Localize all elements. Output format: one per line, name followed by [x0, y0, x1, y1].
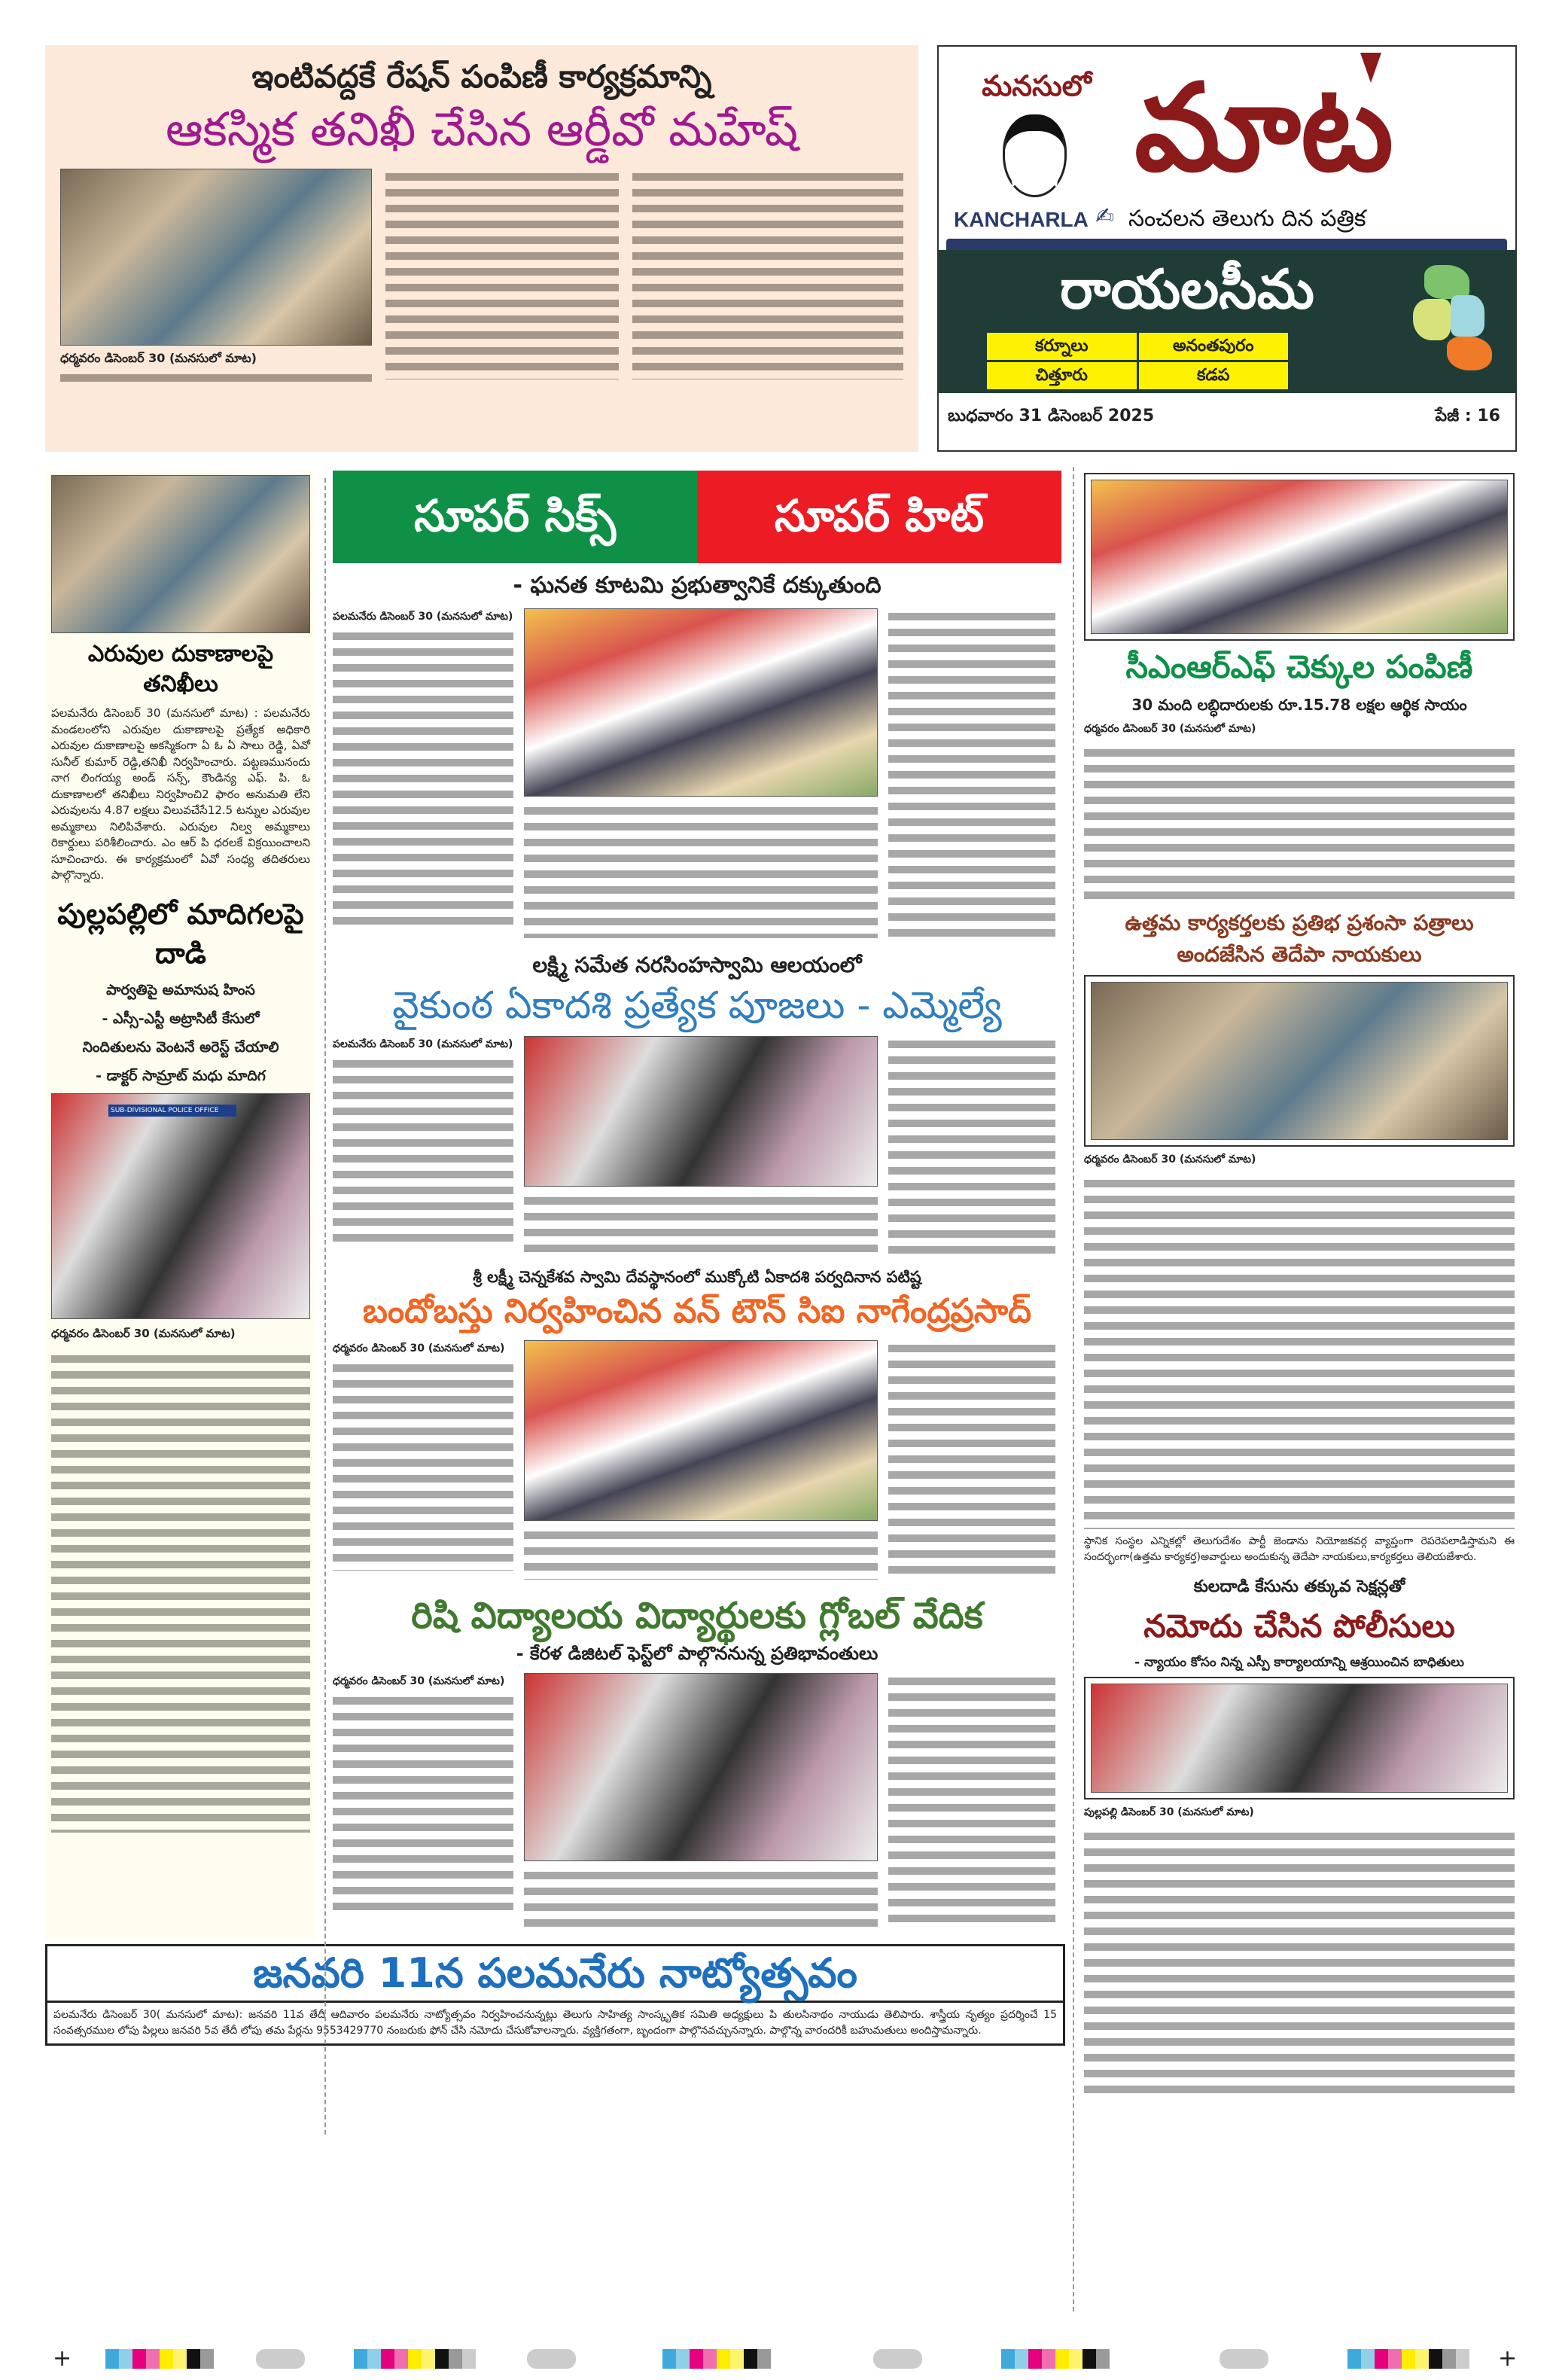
- pullapalli-sub-4: - డాక్టర్ సామ్రాట్ మధు మాదిగ: [96, 1067, 266, 1084]
- main-columns: [45, 471, 1069, 1940]
- police-photo: [1091, 1684, 1508, 1793]
- column-divider: [1073, 467, 1074, 2311]
- super-six-story: [333, 471, 1061, 940]
- rishi-dateline: ధర్మవరం డిసెంబర్ 30 (మనసులో మాట): [333, 1675, 505, 1687]
- awards-headline: ఉత్తమ కార్యకర్తలకు ప్రతిభ ప్రశంసా పత్రాలు అందజేసిన తెదేపా నాయకులు: [1125, 910, 1474, 967]
- fertilizer-body: పలమనేరు డిసెంబర్ 30 (మనసులో మాట) : పలమనేరు మండలంలోని ఎరువుల దుకాణాలపై ప్రత్యేక అధికారి ఎరువుల దుకాణాలపై అకస్మికంగా ఏ ఓ ఏ సాలు రెడ్డి, ఏవో సునీల్ కుమార్ రెడ్డి,తనిఖీ నిర్వహించారు. పట్టణమునందు నాగ లింగయ్య అండ్ సన్స్, కౌండిన్య ఎఫ్. పి. ఓ దుకాణాలలో తనిఖీలు నిర్వహించి2 ఫారం అనుమతి లేని ఎరువులను 4.87 లక్షలు విలువచేసే12.5 టన్నుల ఎరువుల అమ్మకాలు నిలిపివేశారు. ఎరువుల నిల్వ అమ్మకాలు రికార్డులు పరిశీలించారు. ఎం ఆర్ పి ధరలకే విక్రయించాలని సూచించారు. ఈ కార్యక్రమంలో ఏవో సంధ్య తదితరులు పాల్గొన్నారు.: [51, 706, 310, 882]
- pullapalli-sub-1: పార్వతిపై అమానుష హింస: [106, 981, 255, 998]
- police-sub: - న్యాయం కోసం నిన్న ఎస్పీ కార్యాలయాన్ని ఆశ్రయించిన బాధితులు: [1134, 1655, 1464, 1670]
- awards-dateline: ధర్మవరం డిసెంబర్ 30 (మనసులో మాట): [1084, 1153, 1256, 1166]
- logo-prefix: మనసులో: [982, 69, 1092, 102]
- awards-closing: స్థానిక సంస్థల ఎన్నికల్లో తెలుగుదేశం పార్టీ జెండాను నియోజకవర్గ వ్యాప్తంగా రెపరెపలాడిస్తామని ఈ సందర్భంగా(ఉత్తమ కార్యకర్త)అవార్డులు అందుకున్న తెదేపా నాయకులు,కార్యకర్తలు తెలియజేశారు.: [1084, 1535, 1515, 1563]
- cmrf-photo: [1091, 480, 1508, 634]
- issue-date: బుధవారం 31 డిసెంబర్ 2025: [948, 407, 1155, 425]
- column-divider: [324, 478, 326, 2135]
- rishi-body-col1: [333, 1693, 513, 1918]
- top-story-columns: [60, 169, 903, 388]
- bandobast-photo: [524, 1340, 878, 1521]
- rayalaseema-map-icon: [1413, 265, 1496, 378]
- edition-title: రాయలసీమ: [1060, 258, 1314, 321]
- police-headline: నమోదు చేసిన పోలీసులు: [1143, 1607, 1455, 1644]
- brand-name: KANCHARLA: [954, 208, 1089, 231]
- district-chittoor: చిత్తూరు: [987, 362, 1137, 389]
- vaikunta-photo: [524, 1036, 878, 1187]
- rishi-sub: - కేరళ డిజిటల్ ఫెస్ట్‌లో పాల్గొననున్న ప్రతిభావంతులు: [516, 1643, 878, 1664]
- bottom-body: పలమనేరు డిసెంబర్ 30( మనసులో మాట): జనవరి 11వ తేదీ ఆదివారం పలమనేరు నాట్యోత్సవం నిర్వహించనున్నట్లు తెలుగు సాహిత్య సాంస్కృతిక సమితి అధ్యక్షులు పి తులసినాథం నాయుడు తెలిపారు. శాస్త్రీయ నృత్యం ప్రదర్శించే 15 సంవత్సరముల లోపు పిల్లలు జనవరి 5వ తేదీ లోపు తమ పేర్లను 9553429770 నంబరుకు ఫోన్ చేసి నమోదు చేసుకోవాలన్నారు. వ్యక్తిగతంగా, బృందంగా పాల్గొనవచ్చునన్నారు. పాల్గొన్న వారందరికీ బహుమతులు అందిస్తామన్నారు.: [53, 2009, 1057, 2037]
- super-six-body-col2: [524, 803, 878, 938]
- district-kadapa: కడప: [1139, 362, 1289, 389]
- vaikunta-body-col3: [888, 1036, 1055, 1254]
- gray-patch: [1220, 2349, 1268, 2369]
- super-six-banner: [333, 471, 1061, 563]
- district-anantapur: అనంతపురం: [1139, 333, 1289, 360]
- vaikunta-kicker: లక్ష్మి సమేత నరసింహస్వామి ఆలయంలో: [532, 952, 862, 977]
- police-photo-frame: [1084, 1677, 1515, 1799]
- cmrf-photo-frame: [1084, 473, 1515, 641]
- bandobast-kicker: శ్రీ లక్ష్మీ చెన్నకేశవ స్వామి దేవస్థానంలో ముక్కోటి ఏకాదశి పర్వదినాన పటిష్ట: [473, 1268, 921, 1286]
- vaikunta-body-col1: [333, 1056, 513, 1244]
- awards-photo: [1091, 982, 1508, 1140]
- super-six-body-col1: [333, 628, 513, 929]
- bandobast-story: [333, 1265, 1061, 1581]
- color-bar: [105, 2349, 214, 2369]
- bandobast-body-col2: [524, 1527, 878, 1580]
- top-story-dateline: ధర్మవరం డిసెంబర్ 30 (మనసులో మాట): [60, 351, 257, 365]
- rishi-body-col2: [524, 1867, 878, 1927]
- masthead: [937, 45, 1517, 452]
- police-dateline: పుల్లపల్లి డిసెంబర్ 30 (మనసులో మాట): [1084, 1806, 1254, 1818]
- cmrf-dateline: ధర్మవరం డిసెంబర్ 30 (మనసులో మాట): [1084, 723, 1256, 735]
- tagline: సంచలన తెలుగు దిన పత్రిక: [1128, 206, 1366, 232]
- pullapalli-sub-3: నిందితులను వెంటనే అరెస్ట్ చేయాలి: [82, 1038, 279, 1056]
- cmrf-headline: సీఎంఆర్ఎఫ్ చెక్కుల పంపిణీ: [1125, 648, 1473, 685]
- gray-patch: [873, 2349, 922, 2369]
- top-story-body-col1: [385, 169, 619, 379]
- bottom-story-box: [45, 1944, 1065, 2046]
- police-kicker: కులదాడి కేసును తక్కువ సెక్షన్లతో: [1193, 1577, 1405, 1596]
- awards-photo-frame: [1084, 975, 1515, 1147]
- center-column: [333, 471, 1061, 1940]
- fertilizer-headline: ఎరువుల దుకాణాలపై తనిఖీలు: [87, 641, 274, 697]
- edition-panel: [939, 250, 1515, 393]
- police-body: [1084, 1828, 1515, 2099]
- bandobast-dateline: ధర్మవరం డిసెంబర్ 30 (మనసులో మాట): [333, 1342, 505, 1355]
- bandobast-headline: బందోబస్తు నిర్వహించిన వన్ టౌన్ సిఐ నాగేంద్రప్రసాద్: [362, 1292, 1032, 1330]
- left-column: [45, 471, 316, 1940]
- top-story-headline: ఆకస్మిక తనిఖీ చేసిన ఆర్డీవో మహేష్: [165, 102, 799, 157]
- top-story-body-col0: [60, 370, 372, 388]
- super-six-photo: [524, 608, 878, 797]
- vaikunta-headline: వైకుంఠ ఏకాదశి ప్రత్యేక పూజలు - ఎమ్మెల్యే: [392, 983, 1002, 1027]
- writing-hand-icon: ✍: [1095, 203, 1115, 230]
- bandobast-body-col3: [888, 1340, 1055, 1581]
- vaikunta-dateline: పలమనేరు డిసెంబర్ 30 (మనసులో మాట): [333, 1038, 513, 1050]
- rishi-headline: రిషి విద్యాలయ విద్యార్థులకు గ్లోబల్ వేదిక: [411, 1595, 983, 1637]
- top-story-photo: [60, 169, 372, 346]
- registration-mark-icon: +: [1498, 2345, 1518, 2372]
- masthead-blue-strip: [946, 239, 1507, 250]
- fertilizer-shop-photo: [51, 475, 310, 633]
- rishi-story: [333, 1592, 1061, 1929]
- super-six-right: సూపర్ హిట్: [697, 471, 1061, 563]
- mascot-face-icon: [1003, 114, 1067, 197]
- pullapalli-body: [51, 1351, 310, 1833]
- main-area: [45, 471, 1069, 2046]
- logo-main: మాట: [1134, 57, 1394, 198]
- gray-patch: [256, 2349, 305, 2369]
- color-bar: [662, 2349, 771, 2369]
- super-six-sub: - ఘనత కూటమి ప్రభుత్వానికే దక్కుతుంది: [513, 572, 882, 599]
- pullapalli-headline: పుల్లపల్లిలో మాదిగలపై దాడి: [57, 897, 304, 970]
- gray-patch: [527, 2349, 576, 2369]
- awards-body: [1084, 1175, 1515, 1529]
- pen-nib-icon: [1360, 53, 1381, 83]
- police-office-sign: SUB-DIVISIONAL POLICE OFFICE: [108, 1105, 236, 1117]
- super-six-left: సూపర్ సిక్స్: [333, 471, 697, 563]
- district-kurnool: కర్నూలు: [987, 333, 1137, 360]
- pullapalli-dateline: ధర్మవరం డిసెంబర్ 30 (మనసులో మాట): [51, 1326, 236, 1340]
- top-story-kicker: ఇంటివద్దకే రేషన్ పంపిణీ కార్యక్రమాన్ని: [251, 58, 712, 95]
- cmrf-body: [1084, 745, 1515, 903]
- color-bar: [1001, 2349, 1110, 2369]
- bottom-headline: జనవరి 11న పలమనేరు నాట్యోత్సవం: [47, 1946, 1063, 2003]
- pullapalli-sub-2: - ఎస్సీ-ఎస్టీ అట్రాసిటీ కేసులో: [102, 1010, 260, 1027]
- vaikunta-story: [333, 950, 1061, 1254]
- vaikunta-body-col2: [524, 1193, 878, 1253]
- right-column: [1084, 473, 1515, 2099]
- district-grid: [987, 333, 1288, 389]
- rishi-students-photo: [524, 1673, 878, 1861]
- top-story-box: [45, 45, 918, 452]
- page-number: పేజీ : 16: [1435, 407, 1500, 425]
- rishi-body-col3: [888, 1673, 1055, 1929]
- super-six-dateline: పలమనేరు డిసెంబర్ 30 (మనసులో మాట): [333, 611, 513, 623]
- cmrf-sub: 30 మంది లబ్ధిదారులకు రూ.15.78 లక్షల ఆర్థిక సాయం: [1131, 696, 1467, 714]
- bandobast-body-col1: [333, 1360, 513, 1571]
- registration-mark-icon: +: [53, 2345, 72, 2372]
- super-six-body-col3: [888, 608, 1055, 940]
- color-bar: [354, 2349, 476, 2369]
- police-office-photo: [51, 1093, 310, 1319]
- color-bar: [1347, 2349, 1469, 2369]
- top-story-body-col2: [632, 169, 903, 379]
